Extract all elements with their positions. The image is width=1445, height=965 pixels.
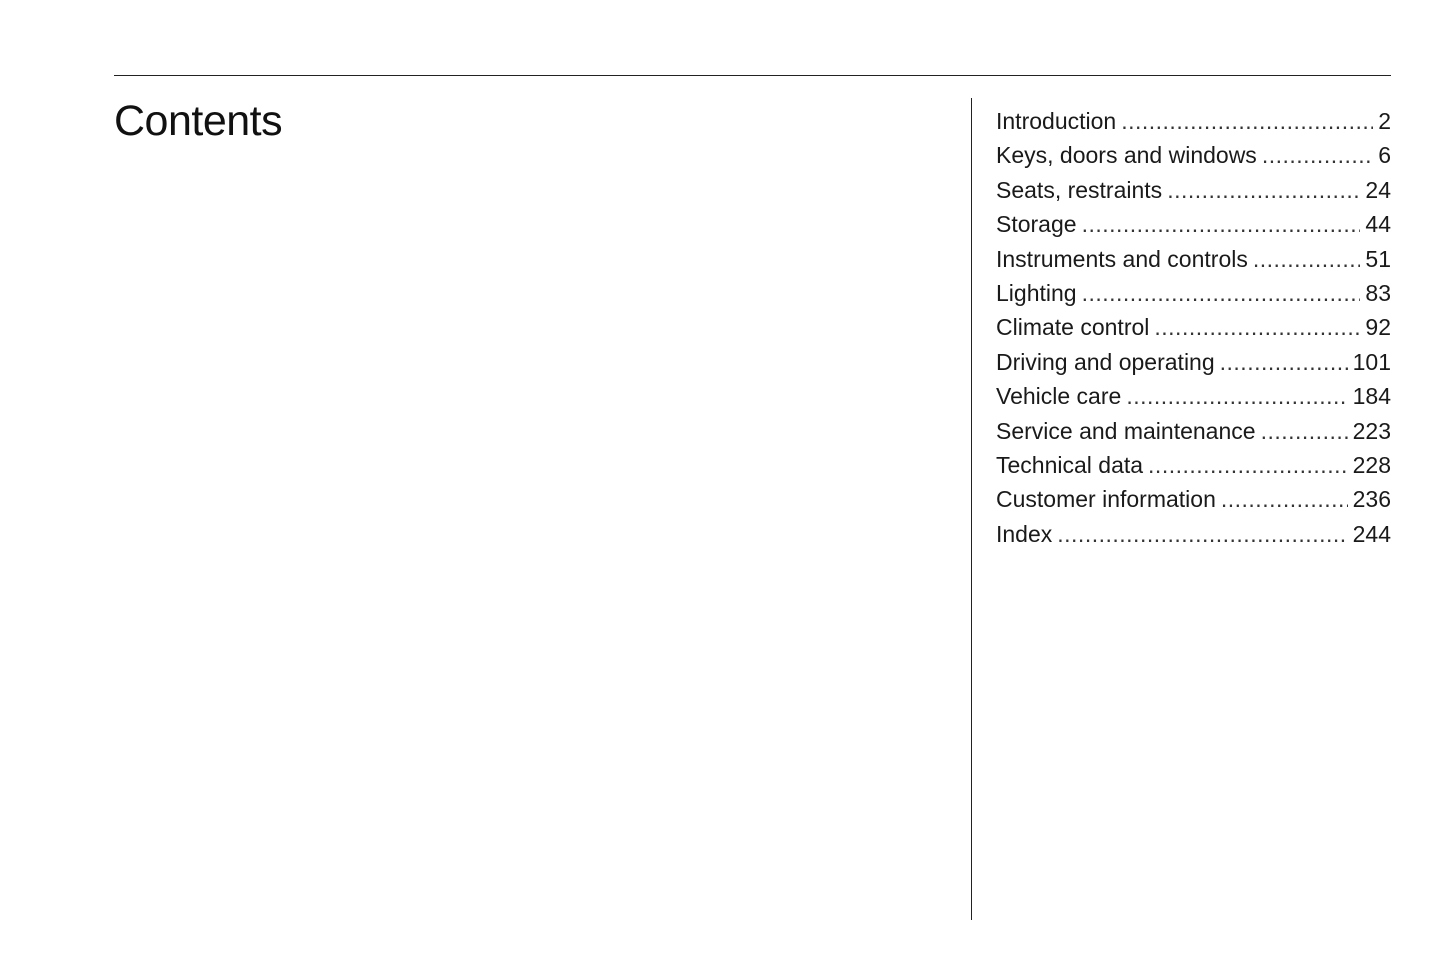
toc-entry-keys-doors-windows[interactable] bbox=[996, 138, 1391, 172]
toc-page-number: 24 bbox=[1365, 176, 1391, 203]
toc-entry-service-maintenance[interactable] bbox=[996, 414, 1391, 448]
toc-page-number: 83 bbox=[1365, 279, 1391, 306]
toc-page-number: 228 bbox=[1352, 451, 1391, 478]
toc-entry-label: Driving and operating bbox=[996, 348, 1215, 375]
toc-entry-customer-information[interactable] bbox=[996, 482, 1391, 516]
header-rule bbox=[114, 75, 1391, 76]
column-divider bbox=[971, 98, 972, 920]
toc-entry-label: Introduction bbox=[996, 108, 1117, 134]
toc-dot-leader bbox=[1261, 414, 1348, 448]
toc-page-number: 101 bbox=[1352, 348, 1391, 375]
toc-page-number: 92 bbox=[1365, 314, 1391, 341]
toc-page-number: 236 bbox=[1352, 486, 1391, 513]
toc-entry-technical-data[interactable] bbox=[996, 448, 1391, 482]
toc-entry-label: Keys, doors and windows bbox=[996, 142, 1257, 169]
toc-entry-label: Instruments and controls bbox=[996, 245, 1248, 272]
toc-entry-seats-restraints[interactable] bbox=[996, 173, 1391, 207]
toc-page-number: 244 bbox=[1352, 520, 1391, 547]
toc-page-number: 6 bbox=[1378, 142, 1391, 169]
toc-dot-leader bbox=[1154, 310, 1360, 344]
toc-entry-label: Index bbox=[996, 520, 1053, 547]
toc-dot-leader bbox=[1121, 104, 1373, 138]
toc-entry-label: Technical data bbox=[996, 451, 1144, 478]
toc-dot-leader bbox=[1220, 345, 1348, 379]
toc-page-number: 51 bbox=[1365, 245, 1391, 272]
toc-entry-climate-control[interactable] bbox=[996, 310, 1391, 344]
toc-dot-leader bbox=[1126, 379, 1347, 413]
toc-entry-instruments-controls[interactable] bbox=[996, 242, 1391, 276]
toc-entry-lighting[interactable] bbox=[996, 276, 1391, 310]
toc-entry-label: Service and maintenance bbox=[996, 417, 1256, 444]
toc-entry-storage[interactable] bbox=[996, 207, 1391, 241]
toc-entry-index[interactable] bbox=[996, 517, 1391, 551]
toc-dot-leader bbox=[1221, 482, 1348, 516]
toc-dot-leader bbox=[1167, 173, 1360, 207]
toc-entry-label: Seats, restraints bbox=[996, 176, 1163, 203]
toc-dot-leader bbox=[1057, 517, 1347, 551]
toc-entry-label: Climate control bbox=[996, 314, 1150, 341]
toc-dot-leader bbox=[1148, 448, 1348, 482]
table-of-contents bbox=[996, 104, 1391, 551]
toc-page-number: 44 bbox=[1365, 211, 1391, 238]
toc-entry-label: Customer information bbox=[996, 486, 1216, 513]
toc-entry-label: Storage bbox=[996, 211, 1077, 238]
toc-dot-leader bbox=[1262, 138, 1373, 172]
toc-entry-label: Vehicle care bbox=[996, 383, 1122, 410]
toc-entry-introduction[interactable] bbox=[996, 104, 1391, 138]
toc-page-number: 2 bbox=[1378, 108, 1391, 134]
toc-dot-leader bbox=[1253, 242, 1361, 276]
toc-dot-leader bbox=[1082, 207, 1361, 241]
toc-page-number: 223 bbox=[1352, 417, 1391, 444]
toc-entry-driving-operating[interactable] bbox=[996, 345, 1391, 379]
toc-entry-label: Lighting bbox=[996, 279, 1077, 306]
toc-dot-leader bbox=[1082, 276, 1361, 310]
page-title: Contents bbox=[114, 97, 283, 145]
toc-entry-vehicle-care[interactable] bbox=[996, 379, 1391, 413]
toc-page-number: 184 bbox=[1352, 383, 1391, 410]
